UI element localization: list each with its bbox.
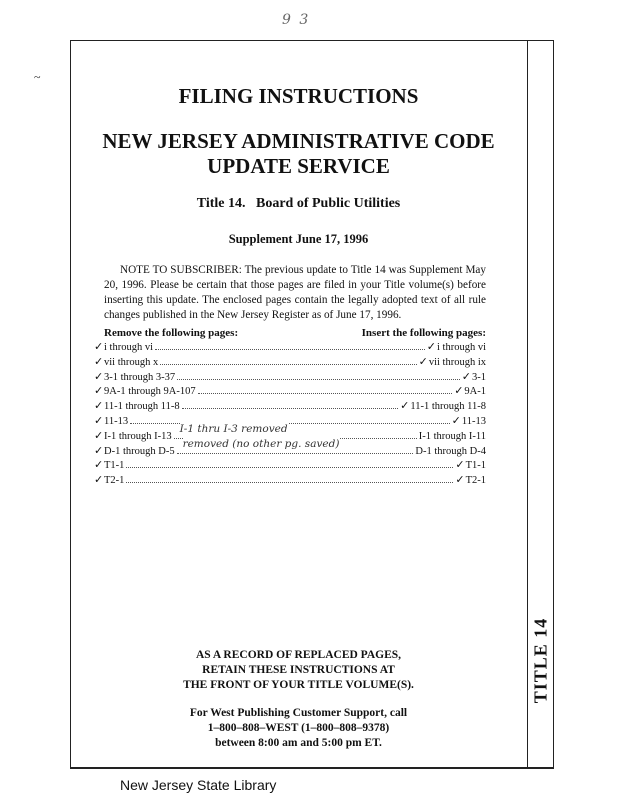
check-icon: ✓ xyxy=(418,354,428,368)
insert-pages: D-1 through D-4 xyxy=(415,445,486,457)
document-heading xyxy=(70,129,527,179)
handwritten-annotation: removed (no other pg. saved) xyxy=(182,437,340,450)
support-info xyxy=(70,706,527,751)
library-stamp: New Jersey State Library xyxy=(120,777,277,793)
check-icon: ✓ xyxy=(94,354,104,368)
list-item xyxy=(94,473,486,488)
remove-pages: vii through x xyxy=(104,356,159,368)
insert-pages: T2-1 xyxy=(465,475,486,487)
note-to-subscriber: NOTE TO SUBSCRIBER: The previous update to Title 14 was Supplement May 20, 1996. Please be certain that those pages are filed in your Title volume(s) before inserting this update. The enclosed pages contain the legally adopted text of all rule changes published in the New Jersey Register as of June 17, 1996. xyxy=(104,264,486,321)
leader-dots xyxy=(126,474,453,483)
leader-dots xyxy=(155,341,425,350)
supplement-date: Supplement June 17, 1996 xyxy=(228,232,369,246)
leader-dots xyxy=(130,415,450,424)
insert-pages: T1-1 xyxy=(465,460,486,472)
insert-pages: 11-1 through 11-8 xyxy=(410,401,486,413)
support-line-3: between 8:00 am and 5:00 pm ET. xyxy=(215,737,382,749)
remove-pages: 9A-1 through 9A-107 xyxy=(104,386,196,398)
list-item xyxy=(94,370,486,385)
insert-pages: 9A-1 xyxy=(464,386,486,398)
handwritten-scribble: 9 3 xyxy=(282,12,311,28)
document-subtitle: Title 14. Board of Public Utilities xyxy=(196,196,401,211)
side-tab-label xyxy=(530,600,552,720)
remove-pages: 11-13 xyxy=(104,415,129,427)
remove-pages: D-1 through D-5 xyxy=(104,445,175,457)
heading-line-2: UPDATE SERVICE xyxy=(207,154,390,178)
retain-line-2: RETAIN THESE INSTRUCTIONS AT xyxy=(202,664,395,676)
insert-pages: 3-1 xyxy=(472,371,486,383)
check-icon: ✓ xyxy=(400,399,410,413)
leader-dots xyxy=(177,437,414,454)
leader-dots xyxy=(177,371,460,380)
check-icon: ✓ xyxy=(94,399,104,413)
check-icon: ✓ xyxy=(94,428,104,442)
insert-header: Insert the following pages: xyxy=(361,327,486,339)
check-icon: ✓ xyxy=(451,413,461,427)
list-item xyxy=(94,399,486,414)
check-icon: ✓ xyxy=(454,384,464,398)
handwritten-annotation: I-1 thru I-3 removed xyxy=(179,422,288,435)
column-headers xyxy=(104,327,486,341)
insert-pages: I-1 through I-11 xyxy=(418,430,486,442)
remove-pages: T1-1 xyxy=(104,460,125,472)
remove-pages: I-1 through I-13 xyxy=(104,430,172,442)
list-item xyxy=(94,458,486,473)
check-icon: ✓ xyxy=(455,473,465,487)
document-title: FILING INSTRUCTIONS xyxy=(178,84,419,108)
check-icon: ✓ xyxy=(455,458,465,472)
remove-pages: T2-1 xyxy=(104,475,125,487)
insert-pages: i through vi xyxy=(437,342,486,353)
list-item xyxy=(94,355,486,370)
remove-header: Remove the following pages: xyxy=(104,327,239,339)
heading-line-1: NEW JERSEY ADMINISTRATIVE CODE xyxy=(102,129,495,153)
check-icon: ✓ xyxy=(94,443,104,457)
check-icon: ✓ xyxy=(426,340,436,353)
support-line-2: 1–800–808–WEST (1–800–808–9378) xyxy=(207,722,390,734)
check-icon: ✓ xyxy=(94,384,104,398)
leader-dots xyxy=(182,400,399,409)
check-icon: ✓ xyxy=(94,473,104,487)
remove-pages: i through vi xyxy=(104,342,153,353)
margin-mark: ~ xyxy=(34,70,41,84)
page-list xyxy=(94,340,486,488)
check-icon: ✓ xyxy=(94,369,104,383)
list-item xyxy=(94,437,486,459)
support-line-1: For West Publishing Customer Support, call xyxy=(189,707,408,719)
remove-pages: 11-1 through 11-8 xyxy=(104,401,180,413)
remove-pages: 3-1 through 3-37 xyxy=(104,371,176,383)
list-item xyxy=(94,414,486,429)
bottom-rule xyxy=(70,768,554,769)
retain-line-1: AS A RECORD OF REPLACED PAGES, xyxy=(195,649,402,661)
retain-line-3: THE FRONT OF YOUR TITLE VOLUME(S). xyxy=(183,679,414,691)
check-icon: ✓ xyxy=(94,458,104,472)
side-tab-text: TITLE 14 xyxy=(530,617,551,703)
leader-dots xyxy=(126,459,453,468)
leader-dots xyxy=(160,356,416,365)
retain-instructions xyxy=(70,648,527,693)
insert-pages: vii through ix xyxy=(428,356,486,368)
list-item xyxy=(94,340,486,355)
check-icon: ✓ xyxy=(94,413,104,427)
list-item xyxy=(94,384,486,399)
insert-pages: 11-13 xyxy=(461,415,486,427)
check-icon: ✓ xyxy=(94,340,104,353)
check-icon: ✓ xyxy=(461,369,471,383)
leader-dots xyxy=(198,385,453,394)
